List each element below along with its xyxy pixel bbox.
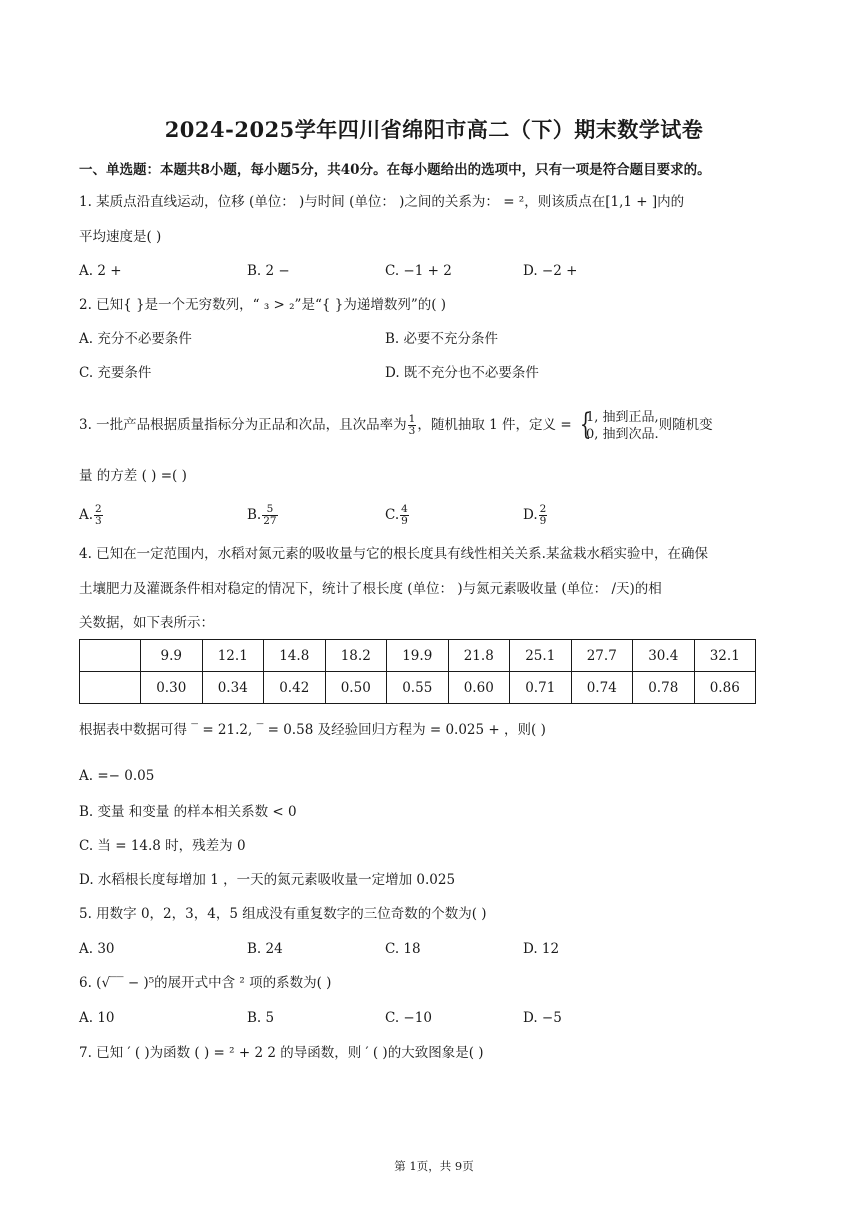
table-cell: 21.8: [448, 640, 510, 672]
q6-option-b: B. 5: [247, 1010, 275, 1026]
q1-option-d: D. −2 +: [523, 263, 578, 279]
table-cell: 0.50: [325, 672, 387, 704]
fraction-numerator: 2: [539, 503, 547, 515]
q2-stem: 2. 已知{ }是一个无穷数列，“ ₃ > ₂”是“{ }为递增数列”的( ): [79, 297, 447, 313]
q3-option-d: [523, 504, 548, 527]
q3-option-a: [79, 504, 104, 527]
q3-defect-rate-fraction: [408, 414, 417, 437]
fraction-denominator: 3: [408, 425, 416, 437]
q4-stem-line1: 4. 已知在一定范围内，水稻对氮元素的吸收量与它的根长度具有线性相关关系.某盆栽水稻实验中，在确保: [79, 546, 708, 562]
fraction-numerator: 1: [408, 413, 416, 425]
q4-option-d: D. 水稻根长度每增加 1 ，一天的氮元素吸收量一定增加 0.025: [79, 872, 456, 888]
q5-option-c: C. 18: [385, 941, 421, 957]
table-cell: 12.1: [202, 640, 264, 672]
table-cell: 18.2: [325, 640, 387, 672]
page-footer: 第 1页，共 9页: [394, 1159, 474, 1173]
table-row-absorption: [80, 672, 756, 704]
table-cell: 32.1: [694, 640, 756, 672]
q6-option-d: D. −5: [523, 1010, 562, 1026]
table-cell: 27.7: [571, 640, 633, 672]
q4-stem-line3: 关数据，如下表所示：: [79, 615, 214, 631]
q3-text-part2: ，随机抽取 1 件，定义 =: [417, 417, 572, 433]
left-brace-icon: {: [579, 406, 592, 442]
q5-option-b: B. 24: [247, 941, 283, 957]
table-cell: 19.9: [387, 640, 449, 672]
page-title: 2024-2025学年四川省绵阳市高二（下）期末数学试卷: [164, 117, 704, 142]
fraction-numerator: 5: [262, 504, 277, 516]
option-fraction: [262, 504, 277, 527]
q3-option-c: [385, 504, 410, 527]
q3-text-part1: 3. 一批产品根据质量指标分为正品和次品，且次品率为: [79, 417, 407, 433]
table-cell: 30.4: [633, 640, 695, 672]
q3-case-2: 0, 抽到次品.: [585, 426, 659, 442]
fraction-denominator: 27: [263, 515, 277, 527]
q3-text-part3: 则随机变: [658, 417, 713, 433]
option-label: C.: [385, 507, 400, 523]
q6-option-c: C. −10: [385, 1010, 432, 1026]
q3-option-b: [247, 504, 279, 527]
q5-stem: 5. 用数字 0，2，3，4，5 组成没有重复数字的三位奇数的个数为( ): [79, 906, 487, 922]
table-cell: 0.55: [387, 672, 449, 704]
table-cell: 0.74: [571, 672, 633, 704]
q3-stem-line2: 量 的方差 ( ) =( ): [79, 468, 187, 484]
q4-stem-line4: 根据表中数据可得 ‾ = 21.2, ‾ = 0.58 及经验回归方程为 = 0.025 + ，则( ): [79, 722, 546, 738]
table-cell: [80, 672, 141, 704]
table-cell: 0.42: [264, 672, 326, 704]
q4-data-table: [79, 639, 756, 704]
q3-case-1: 1, 抽到正品,: [585, 409, 659, 425]
table-cell: 0.34: [202, 672, 264, 704]
q3-stem-line1: [79, 408, 713, 443]
q4-option-a: A. =− 0.05: [79, 768, 155, 784]
section-heading: 一、单选题：本题共8小题，每小题5分，共40分。在每小题给出的选项中，只有一项是符合题目要求的。: [79, 162, 711, 178]
q6-stem: 6. (√‾‾ − )⁵的展开式中含 ² 项的系数为( ): [79, 975, 332, 991]
table-cell: 0.78: [633, 672, 695, 704]
table-cell: [80, 640, 141, 672]
q4-option-b: B. 变量 和变量 的样本相关系数 < 0: [79, 804, 297, 820]
q7-stem: 7. 已知 ′ ( )为函数 ( ) = ² + 2 2 的导函数，则 ′ ( )的大致图象是( ): [79, 1045, 484, 1061]
q5-option-a: A. 30: [79, 941, 115, 957]
fraction-numerator: 4: [401, 503, 408, 515]
q6-option-a: A. 10: [79, 1010, 115, 1026]
fraction-denominator: 9: [539, 515, 547, 527]
q1-stem-line1: 1. 某质点沿直线运动，位移 (单位： )与时间 (单位： )之间的关系为： = ²，则该质点在[1,1 + ]内的: [79, 194, 685, 210]
option-fraction: [400, 504, 409, 527]
table-cell: 0.71: [510, 672, 572, 704]
q2-option-a: A. 充分不必要条件: [79, 331, 192, 347]
table-row-root-length: [80, 640, 756, 672]
option-fraction: [94, 504, 103, 527]
option-fraction: [539, 504, 548, 527]
q3-piecewise-definition: [576, 406, 659, 443]
q4-option-c: C. 当 = 14.8 时，残差为 0: [79, 838, 246, 854]
q1-option-a: A. 2 +: [79, 263, 122, 279]
table-cell: 9.9: [141, 640, 203, 672]
fraction-numerator: 2: [95, 503, 102, 515]
q5-option-d: D. 12: [523, 941, 560, 957]
option-label: B.: [247, 507, 262, 523]
table-cell: 0.60: [448, 672, 510, 704]
option-label: A.: [79, 507, 94, 523]
q2-option-b: B. 必要不充分条件: [385, 331, 499, 347]
fraction-denominator: 3: [95, 515, 102, 527]
q1-option-c: C. −1 + 2: [385, 263, 452, 279]
table-cell: 14.8: [264, 640, 326, 672]
q2-option-d: D. 既不充分也不必要条件: [385, 365, 539, 381]
table-cell: 25.1: [510, 640, 572, 672]
fraction-denominator: 9: [401, 515, 408, 527]
q1-stem-line2: 平均速度是( ): [79, 229, 162, 245]
q1-option-b: B. 2 −: [247, 263, 290, 279]
q4-stem-line2: 土壤肥力及灌溉条件相对稳定的情况下，统计了根长度 (单位： )与氮元素吸收量 (单位： /天)的相: [79, 581, 662, 597]
table-cell: 0.86: [694, 672, 756, 704]
q2-option-c: C. 充要条件: [79, 365, 152, 381]
option-label: D.: [523, 507, 538, 523]
table-cell: 0.30: [141, 672, 203, 704]
